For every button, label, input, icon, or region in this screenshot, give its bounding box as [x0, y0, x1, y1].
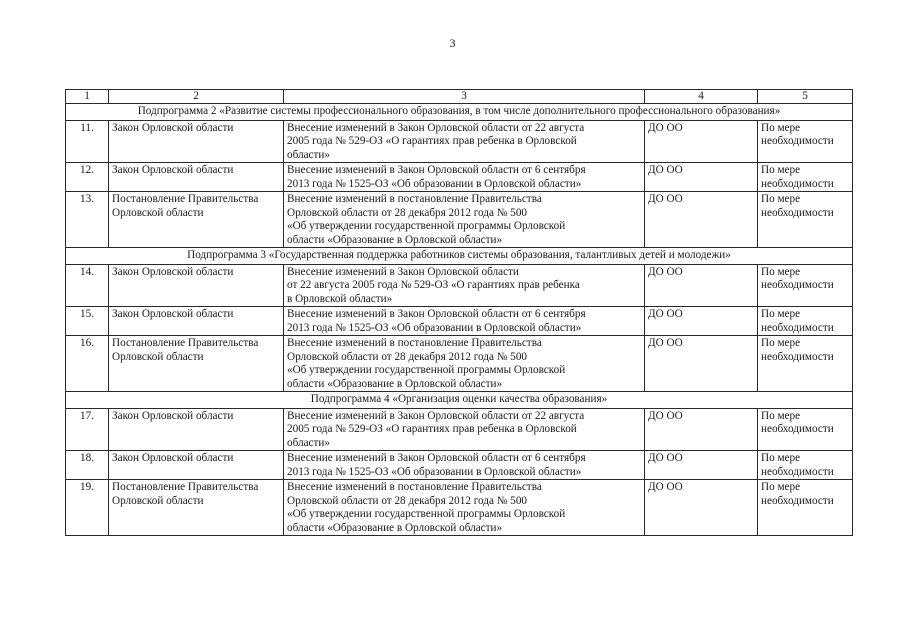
- description-line: 2005 года № 529-ОЗ «О гарантиях прав ребенка в Орловской: [287, 135, 577, 147]
- document-type-cell: Постановление Правительства Орловской области: [109, 480, 284, 536]
- description-line: 2013 года № 1525-ОЗ «Об образовании в Орловской области»: [287, 321, 582, 334]
- description-line: области «Образование в Орловской области»: [287, 377, 503, 390]
- row-number: 11.: [66, 120, 109, 163]
- term-line: необходимости: [761, 321, 834, 334]
- subprogram-header-row: [66, 248, 853, 265]
- change-description-cell: [284, 192, 645, 248]
- subprogram-header-row: [66, 104, 853, 121]
- column-number: 1: [66, 90, 109, 104]
- term-line: необходимости: [761, 279, 834, 291]
- term-line: необходимости: [761, 177, 834, 190]
- description-line: 2013 года № 1525-ОЗ «Об образовании в Орловской области»: [287, 177, 582, 190]
- table-row: [66, 408, 853, 451]
- description-line: области»: [287, 148, 330, 161]
- change-description-cell: [284, 163, 645, 192]
- term-cell: [758, 264, 853, 307]
- term-line: По мере: [761, 193, 801, 205]
- table-row: [66, 192, 853, 248]
- column-number-row: [66, 90, 853, 104]
- description-line: Внесение изменений в Закон Орловской области от 6 сентября: [287, 308, 586, 320]
- row-number: 15.: [66, 307, 109, 336]
- term-line: необходимости: [761, 135, 834, 147]
- change-description-cell: [284, 336, 645, 392]
- description-line: от 22 августа 2005 года № 529-ОЗ «О гарантиях прав ребенка: [287, 279, 580, 291]
- term-cell: [758, 408, 853, 451]
- term-cell: [758, 480, 853, 536]
- row-number: 19.: [66, 480, 109, 536]
- term-cell: [758, 336, 853, 392]
- column-number: 3: [284, 90, 645, 104]
- change-description-cell: [284, 120, 645, 163]
- change-description-cell: [284, 264, 645, 307]
- term-line: По мере: [761, 452, 801, 464]
- executor-cell: ДО ОО: [645, 192, 758, 248]
- executor-cell: ДО ОО: [645, 336, 758, 392]
- document-type-cell: Постановление Правительства Орловской области: [109, 336, 284, 392]
- table-row: [66, 480, 853, 536]
- subprogram-header-row: [66, 392, 853, 409]
- description-line: Орловской области от 28 декабря 2012 года № 500: [287, 350, 528, 363]
- executor-cell: ДО ОО: [645, 451, 758, 480]
- executor-cell: ДО ОО: [645, 408, 758, 451]
- row-number: 12.: [66, 163, 109, 192]
- subprogram-title: Подпрограмма 4 «Организация оценки качества образования»: [66, 392, 853, 409]
- term-line: По мере: [761, 337, 801, 349]
- change-description-cell: [284, 408, 645, 451]
- document-type-cell: Закон Орловской области: [109, 264, 284, 307]
- description-line: Внесение изменений в Закон Орловской области от 22 августа: [287, 121, 585, 134]
- term-cell: [758, 192, 853, 248]
- executor-cell: ДО ОО: [645, 307, 758, 336]
- description-line: Внесение изменений в постановление Правительства: [287, 193, 542, 205]
- row-number: 17.: [66, 408, 109, 451]
- change-description-cell: [284, 307, 645, 336]
- term-cell: [758, 120, 853, 163]
- column-number: 5: [758, 90, 853, 104]
- column-number: 2: [109, 90, 284, 104]
- description-line: Внесение изменений в Закон Орловской области: [287, 265, 519, 278]
- page-number: 3: [449, 36, 456, 50]
- table-row: [66, 451, 853, 480]
- description-line: Внесение изменений в Закон Орловской области от 6 сентября: [287, 452, 586, 464]
- description-line: 2005 года № 529-ОЗ «О гарантиях прав ребенка в Орловской: [287, 423, 577, 435]
- document-type-cell: Закон Орловской области: [109, 120, 284, 163]
- description-line: Орловской области от 28 декабря 2012 года № 500: [287, 494, 528, 507]
- row-number: 16.: [66, 336, 109, 392]
- term-line: необходимости: [761, 494, 834, 507]
- document-type-cell: Постановление Правительства Орловской области: [109, 192, 284, 248]
- term-line: По мере: [761, 481, 801, 493]
- term-line: необходимости: [761, 465, 834, 478]
- change-description-cell: [284, 451, 645, 480]
- document-type-cell: Закон Орловской области: [109, 307, 284, 336]
- executor-cell: ДО ОО: [645, 480, 758, 536]
- table-row: [66, 336, 853, 392]
- description-line: Орловской области от 28 декабря 2012 года № 500: [287, 206, 528, 219]
- description-line: «Об утверждении государственной программы Орловской: [287, 508, 566, 520]
- description-line: Внесение изменений в постановление Правительства: [287, 481, 542, 493]
- table-row: [66, 163, 853, 192]
- document-type-cell: Закон Орловской области: [109, 408, 284, 451]
- term-line: необходимости: [761, 350, 834, 363]
- term-line: необходимости: [761, 206, 834, 219]
- term-line: По мере: [761, 409, 801, 422]
- subprogram-title: Подпрограмма 3 «Государственная поддержка работников системы образования, талантливых детей и молодежи»: [66, 248, 853, 265]
- term-line: По мере: [761, 121, 801, 134]
- legislation-table: [65, 89, 853, 536]
- description-line: Внесение изменений в Закон Орловской области от 22 августа: [287, 409, 585, 422]
- column-number: 4: [645, 90, 758, 104]
- term-line: необходимости: [761, 423, 834, 435]
- description-line: области «Образование в Орловской области»: [287, 521, 503, 534]
- description-line: «Об утверждении государственной программы Орловской: [287, 364, 566, 376]
- table-row: [66, 264, 853, 307]
- term-line: По мере: [761, 164, 801, 176]
- row-number: 13.: [66, 192, 109, 248]
- table-row: [66, 120, 853, 163]
- description-line: области «Образование в Орловской области»: [287, 233, 503, 246]
- row-number: 14.: [66, 264, 109, 307]
- description-line: «Об утверждении государственной программы Орловской: [287, 220, 566, 232]
- executor-cell: ДО ОО: [645, 264, 758, 307]
- row-number: 18.: [66, 451, 109, 480]
- term-cell: [758, 451, 853, 480]
- term-line: По мере: [761, 265, 801, 278]
- change-description-cell: [284, 480, 645, 536]
- table-row: [66, 307, 853, 336]
- executor-cell: ДО ОО: [645, 163, 758, 192]
- description-line: Внесение изменений в Закон Орловской области от 6 сентября: [287, 164, 586, 176]
- subprogram-title: Подпрограмма 2 «Развитие системы профессионального образования, в том числе дополнительного профессионального образования»: [66, 104, 853, 121]
- term-cell: [758, 163, 853, 192]
- document-type-cell: Закон Орловской области: [109, 163, 284, 192]
- term-cell: [758, 307, 853, 336]
- description-line: в Орловской области»: [287, 292, 393, 305]
- description-line: Внесение изменений в постановление Правительства: [287, 337, 542, 349]
- term-line: По мере: [761, 308, 801, 320]
- executor-cell: ДО ОО: [645, 120, 758, 163]
- description-line: области»: [287, 436, 330, 449]
- document-type-cell: Закон Орловской области: [109, 451, 284, 480]
- description-line: 2013 года № 1525-ОЗ «Об образовании в Орловской области»: [287, 465, 582, 478]
